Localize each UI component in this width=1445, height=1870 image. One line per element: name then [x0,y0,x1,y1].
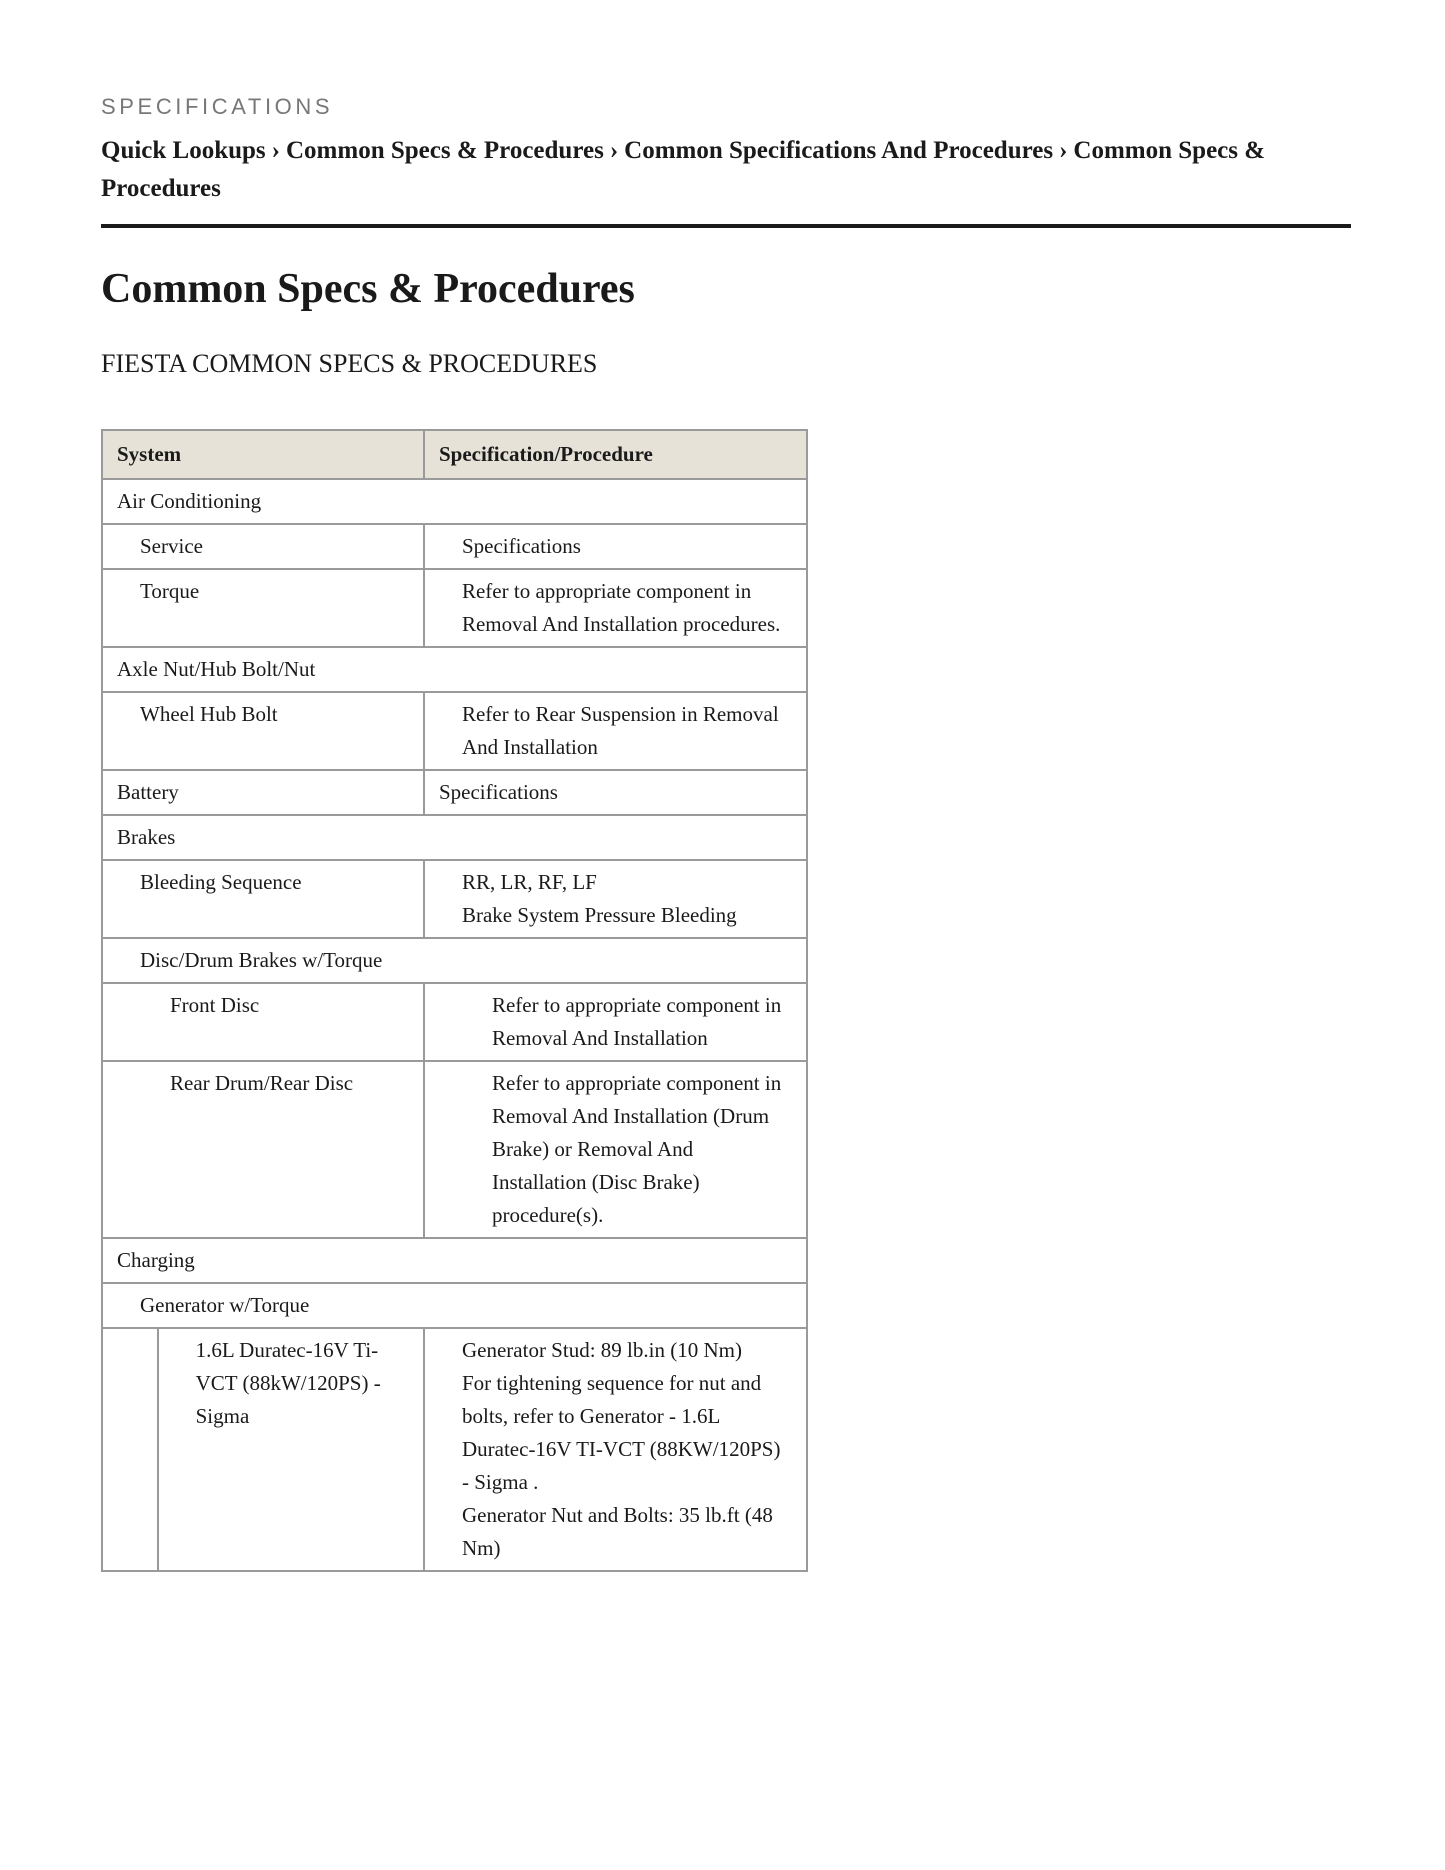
breadcrumb-separator: › [1059,137,1068,164]
table-row [102,860,807,938]
system-cell: Bleeding Sequence [102,860,424,938]
breadcrumb-item-quick-lookups[interactable]: Quick Lookups [101,137,266,164]
breadcrumb-item-common-specs[interactable]: Common Specs & Procedures [286,137,604,164]
table-row [102,1328,807,1571]
group-axle: Axle Nut/Hub Bolt/Nut [102,647,807,692]
document-page [101,92,1351,1572]
system-cell: Battery [102,770,424,815]
spec-cell: Refer to appropriate component in Removal And Installation procedures. [424,569,807,647]
spec-line: RR, LR, RF, LF [461,870,597,894]
table-row [102,479,807,524]
table-row [102,1238,807,1283]
table-row [102,1061,807,1238]
table-row [102,569,807,647]
system-cell: Service [102,524,424,569]
section-kicker: SPECIFICATIONS [101,94,334,119]
spec-line: Generator Stud: 89 lb.in (10 Nm) [461,1338,742,1362]
breadcrumb [101,132,1351,208]
spec-cell[interactable]: Specifications [424,524,807,569]
system-cell: Front Disc [102,983,424,1061]
indent-spacer [102,1328,158,1571]
table-row [102,647,807,692]
page-title: Common Specs & Procedures [101,266,635,312]
table-row [102,692,807,770]
system-cell: Wheel Hub Bolt [102,692,424,770]
subgroup-disc-drum: Disc/Drum Brakes w/Torque [102,938,807,983]
spec-cell[interactable]: Refer to Rear Suspension in Removal And Installation [424,692,807,770]
header-system: System [102,430,424,479]
breadcrumb-item-current: Common Specs & Procedures [101,137,1266,202]
group-air-conditioning: Air Conditioning [102,479,807,524]
spec-line: Generator Nut and Bolts: 35 lb.ft (48 Nm) [461,1503,773,1560]
system-cell: Rear Drum/Rear Disc [102,1061,424,1238]
system-cell: Torque [102,569,424,647]
breadcrumb-item-common-specifications[interactable]: Common Specifications And Procedures [624,137,1054,164]
spec-link[interactable]: For tightening sequence for nut and bolts, refer to Generator - 1.6L Duratec-16V TI-VCT (88KW/120PS) - Sigma . [461,1371,781,1494]
spec-link[interactable]: Brake System Pressure Bleeding [461,903,737,927]
specs-table [101,429,808,1572]
table-row [102,770,807,815]
header-spec: Specification/Procedure [424,430,807,479]
system-cell: 1.6L Duratec-16V Ti-VCT (88kW/120PS) - Sigma [158,1328,424,1571]
spec-cell[interactable]: Specifications [424,770,807,815]
breadcrumb-separator: › [271,137,280,164]
table-row [102,983,807,1061]
spec-cell [424,860,807,938]
spec-cell[interactable]: Refer to appropriate component in Removal And Installation (Drum Brake) or Removal And Installation (Disc Brake) procedure(s). [424,1061,807,1238]
subgroup-generator: Generator w/Torque [102,1283,807,1328]
table-header-row [102,430,807,479]
page-subtitle: FIESTA COMMON SPECS & PROCEDURES [101,349,598,378]
breadcrumb-separator: › [609,137,619,164]
table-row [102,815,807,860]
spec-cell [424,1328,807,1571]
table-row [102,1283,807,1328]
group-brakes: Brakes [102,815,807,860]
table-row [102,938,807,983]
header-divider [101,224,1351,228]
group-charging: Charging [102,1238,807,1283]
spec-cell[interactable]: Refer to appropriate component in Removal And Installation [424,983,807,1061]
table-row [102,524,807,569]
